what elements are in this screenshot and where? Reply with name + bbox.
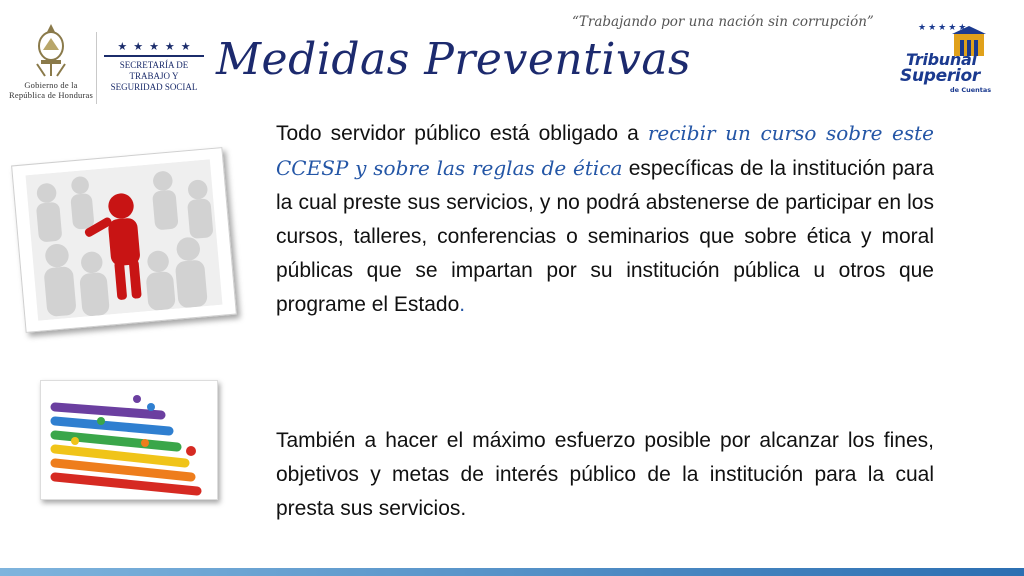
para1-period: . <box>459 293 466 316</box>
tribunal-superior-logo <box>898 22 998 98</box>
runners-on-arrows-illustration <box>41 381 217 499</box>
slide-title: Medidas Preventivas <box>216 34 692 85</box>
para1-text-start: Todo servidor público está obligado a <box>276 122 648 145</box>
sts-logo-line2: SEGURIDAD SOCIAL <box>110 82 198 92</box>
para1-text-rest: específicas de la institución para la cual preste sus servicios, y no podrá abstenerse de participar en los cursos, talleres, conferencias o seminarios que sobre ética y moral públicas que se impartan por su institución pública u otros que programe el Estado <box>276 157 934 316</box>
race-arrows-image <box>40 380 218 500</box>
footer-bar <box>0 568 1024 576</box>
stars-icon: ★★★★★ <box>117 41 197 53</box>
para1-highlight: recibir un curso sobre este CCESP y sobre las reglas de ética <box>276 121 935 180</box>
honduras-government-logo <box>8 22 94 100</box>
secretaria-trabajo-logo <box>100 40 208 93</box>
paragraph-effort: También a hacer el máximo esfuerzo posible por alcanzar los fines, objetivos y metas de interés público de la institución para la cual presta sus servicios. <box>276 429 934 520</box>
sts-logo-line1: SECRETARÍA DE TRABAJO Y <box>119 60 189 81</box>
tsc-stars-icon: ★★★★★ <box>918 22 969 32</box>
tsc-logo-line1: Tribunal <box>906 50 977 69</box>
paragraph-obligation <box>276 116 934 322</box>
tsc-logo-line2: Superior <box>900 66 980 86</box>
tsc-logo-line3: de Cuentas <box>950 86 992 94</box>
coat-of-arms-icon <box>31 22 71 78</box>
gov-logo-line2: República de Honduras <box>9 90 93 100</box>
motto: “Trabajando por una nación sin corrupción” <box>572 14 874 30</box>
crowd-figures-illustration <box>23 159 225 321</box>
logo-divider <box>96 32 97 104</box>
gov-logo-line1: Gobierno de la <box>24 80 78 90</box>
crowd-leader-photo <box>11 147 237 333</box>
logo-rule <box>104 55 204 57</box>
